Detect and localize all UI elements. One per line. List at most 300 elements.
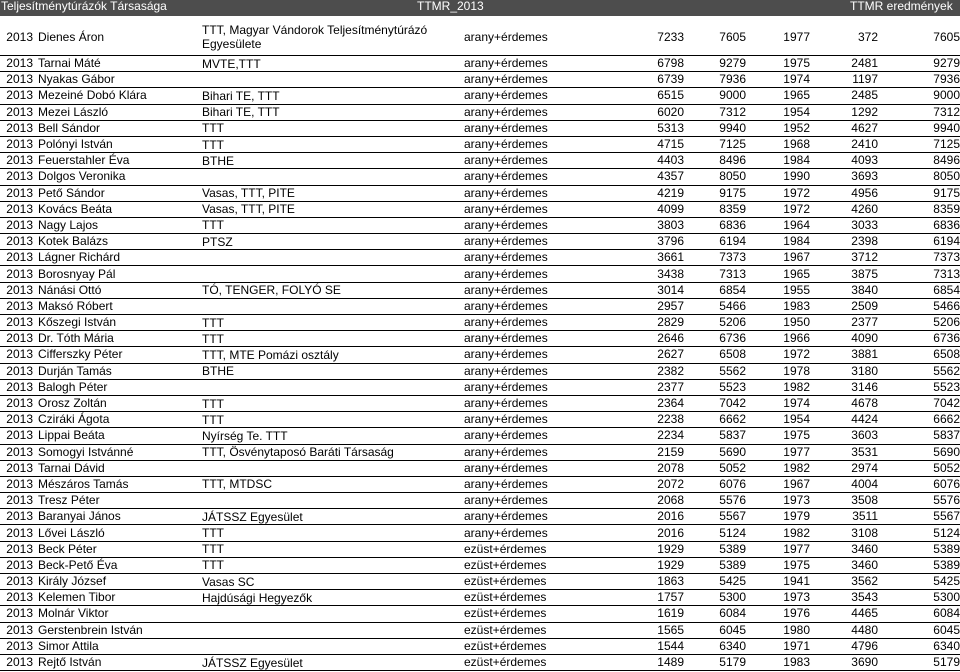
- name-cell: Kovács Beáta: [38, 201, 113, 216]
- birth-year-cell: 1967: [783, 250, 810, 265]
- birth-year-cell: 1974: [783, 72, 810, 87]
- award-cell: arany+érdemes: [464, 88, 548, 103]
- award-cell: arany+érdemes: [464, 525, 548, 540]
- value-a-cell: 4715: [657, 137, 684, 152]
- award-cell: arany+érdemes: [464, 476, 548, 491]
- value-b-cell: 7936: [719, 72, 746, 87]
- value-b-cell: 9279: [719, 56, 746, 71]
- table-row: [0, 217, 960, 233]
- value-a-cell: 2068: [657, 493, 684, 508]
- value-d-cell: 3180: [851, 363, 878, 378]
- value-b-cell: 8359: [719, 201, 746, 216]
- award-cell: ezüst+érdemes: [464, 574, 547, 589]
- club-cell: TTT: [202, 137, 224, 152]
- value-a-cell: 6739: [657, 72, 684, 87]
- header-organization: Teljesítménytúrázók Társasága: [1, 0, 167, 13]
- value-d-cell: 3881: [851, 347, 878, 362]
- value-a-cell: 4403: [657, 153, 684, 168]
- award-cell: arany+érdemes: [464, 331, 548, 346]
- name-cell: Borosnyay Pál: [38, 266, 116, 281]
- name-cell: Cziráki Ágota: [38, 412, 110, 427]
- birth-year-cell: 1979: [783, 509, 810, 524]
- table-row: [0, 525, 960, 541]
- award-cell: arany+érdemes: [464, 104, 548, 119]
- year-cell: 2013: [6, 120, 33, 135]
- name-cell: Lágner Richárd: [38, 250, 121, 265]
- table-row: [0, 412, 960, 428]
- year-cell: 2013: [6, 655, 33, 670]
- value-a-cell: 6020: [657, 104, 684, 119]
- value-e-cell: 7936: [933, 72, 960, 87]
- value-a-cell: 7233: [657, 29, 684, 44]
- club-cell: TTT: [202, 121, 224, 136]
- club-cell: TTT: [202, 526, 224, 541]
- year-cell: 2013: [6, 444, 33, 459]
- year-cell: 2013: [6, 104, 33, 119]
- value-b-cell: 5837: [719, 428, 746, 443]
- value-d-cell: 3712: [851, 250, 878, 265]
- club-cell: TTT, MTDSC: [202, 477, 272, 492]
- value-a-cell: 2238: [657, 412, 684, 427]
- value-a-cell: 1929: [657, 541, 684, 556]
- value-b-cell: 7312: [719, 104, 746, 119]
- value-e-cell: 6508: [933, 347, 960, 362]
- birth-year-cell: 1975: [783, 56, 810, 71]
- value-d-cell: 4004: [851, 476, 878, 491]
- value-e-cell: 9000: [933, 88, 960, 103]
- value-b-cell: 6076: [719, 476, 746, 491]
- table-row: [0, 444, 960, 460]
- birth-year-cell: 1973: [783, 590, 810, 605]
- value-d-cell: 2485: [851, 88, 878, 103]
- award-cell: arany+érdemes: [464, 347, 548, 362]
- value-b-cell: 9000: [719, 88, 746, 103]
- value-e-cell: 5567: [933, 509, 960, 524]
- name-cell: Dienes Áron: [38, 29, 105, 44]
- value-e-cell: 7313: [933, 266, 960, 281]
- year-cell: 2013: [6, 88, 33, 103]
- value-a-cell: 2016: [657, 525, 684, 540]
- table-row: [0, 169, 960, 185]
- birth-year-cell: 1982: [783, 525, 810, 540]
- value-b-cell: 6736: [719, 331, 746, 346]
- club-cell: Bihari TE, TTT: [202, 105, 280, 120]
- name-cell: Feuerstahler Éva: [38, 153, 130, 168]
- table-row: [0, 136, 960, 152]
- value-d-cell: 3693: [851, 169, 878, 184]
- year-cell: 2013: [6, 185, 33, 200]
- value-e-cell: 7605: [933, 29, 960, 44]
- table-row: [0, 347, 960, 363]
- value-a-cell: 4357: [657, 169, 684, 184]
- name-cell: Molnár Viktor: [38, 606, 109, 621]
- birth-year-cell: 1972: [783, 201, 810, 216]
- name-cell: Kőszegi István: [38, 315, 117, 330]
- year-cell: 2013: [6, 217, 33, 232]
- table-row: [0, 363, 960, 379]
- birth-year-cell: 1965: [783, 88, 810, 103]
- table-row: [0, 460, 960, 476]
- value-e-cell: 5837: [933, 428, 960, 443]
- value-e-cell: 8359: [933, 201, 960, 216]
- value-b-cell: 6854: [719, 282, 746, 297]
- year-cell: 2013: [6, 622, 33, 637]
- value-d-cell: 4796: [851, 638, 878, 653]
- club-cell: [202, 169, 464, 185]
- value-a-cell: 6798: [657, 56, 684, 71]
- year-cell: 2013: [6, 428, 33, 443]
- award-cell: arany+érdemes: [464, 72, 548, 87]
- value-b-cell: 6084: [719, 606, 746, 621]
- name-cell: Kelemen Tibor: [38, 590, 116, 605]
- value-e-cell: 6836: [933, 217, 960, 232]
- year-cell: 2013: [6, 298, 33, 313]
- club-cell: PTSZ: [202, 234, 233, 249]
- name-cell: Mezei László: [38, 104, 109, 119]
- value-d-cell: 4424: [851, 412, 878, 427]
- award-cell: ezüst+érdemes: [464, 622, 547, 637]
- name-cell: Pető Sándor: [38, 185, 105, 200]
- award-cell: arany+érdemes: [464, 201, 548, 216]
- value-d-cell: 4480: [851, 622, 878, 637]
- award-cell: arany+érdemes: [464, 509, 548, 524]
- birth-year-cell: 1980: [783, 622, 810, 637]
- value-d-cell: 3543: [851, 590, 878, 605]
- award-cell: arany+érdemes: [464, 428, 548, 443]
- name-cell: Somogyi Istvánné: [38, 444, 134, 459]
- club-cell: Bihari TE, TTT: [202, 88, 280, 103]
- table-row: [0, 428, 960, 444]
- value-a-cell: 2078: [657, 460, 684, 475]
- name-cell: Bell Sándor: [38, 120, 101, 135]
- club-cell: [202, 638, 464, 654]
- award-cell: ezüst+érdemes: [464, 541, 547, 556]
- value-e-cell: 6854: [933, 282, 960, 297]
- value-d-cell: 3875: [851, 266, 878, 281]
- year-cell: 2013: [6, 476, 33, 491]
- table-row: [0, 104, 960, 120]
- table-row: [0, 606, 960, 622]
- birth-year-cell: 1983: [783, 655, 810, 670]
- value-b-cell: 5690: [719, 444, 746, 459]
- value-b-cell: 5567: [719, 509, 746, 524]
- birth-year-cell: 1972: [783, 185, 810, 200]
- value-e-cell: 7373: [933, 250, 960, 265]
- club-cell: [202, 298, 464, 314]
- value-b-cell: 6836: [719, 217, 746, 232]
- value-e-cell: 5124: [933, 525, 960, 540]
- year-cell: 2013: [6, 557, 33, 572]
- table-row: [0, 19, 960, 56]
- value-a-cell: 2159: [657, 444, 684, 459]
- award-cell: ezüst+érdemes: [464, 638, 547, 653]
- header-document-title: TTMR_2013: [417, 0, 484, 13]
- value-e-cell: 5206: [933, 315, 960, 330]
- value-d-cell: 2377: [851, 315, 878, 330]
- value-d-cell: 2974: [851, 460, 878, 475]
- year-cell: 2013: [6, 169, 33, 184]
- value-a-cell: 3796: [657, 234, 684, 249]
- value-a-cell: 1489: [657, 655, 684, 670]
- value-e-cell: 7312: [933, 104, 960, 119]
- value-d-cell: 3146: [851, 379, 878, 394]
- value-b-cell: 5562: [719, 363, 746, 378]
- club-cell: TTT, MTE Pomázi osztály: [202, 347, 339, 362]
- table-row: [0, 250, 960, 266]
- award-cell: arany+érdemes: [464, 250, 548, 265]
- table-row: [0, 266, 960, 282]
- year-cell: 2013: [6, 590, 33, 605]
- year-cell: 2013: [6, 72, 33, 87]
- value-b-cell: 6045: [719, 622, 746, 637]
- table-row: [0, 315, 960, 331]
- year-cell: 2013: [6, 331, 33, 346]
- year-cell: 2013: [6, 396, 33, 411]
- club-cell: TTT: [202, 218, 224, 233]
- award-cell: arany+érdemes: [464, 379, 548, 394]
- value-e-cell: 5179: [933, 655, 960, 670]
- value-e-cell: 5052: [933, 460, 960, 475]
- value-e-cell: 7042: [933, 396, 960, 411]
- value-d-cell: 4090: [851, 331, 878, 346]
- value-b-cell: 6340: [719, 638, 746, 653]
- club-cell: Hajdúsági Hegyezők: [202, 590, 313, 605]
- value-a-cell: 3803: [657, 217, 684, 232]
- value-e-cell: 5389: [933, 557, 960, 572]
- birth-year-cell: 1967: [783, 476, 810, 491]
- value-e-cell: 6045: [933, 622, 960, 637]
- name-cell: Balogh Péter: [38, 379, 108, 394]
- value-b-cell: 5389: [719, 557, 746, 572]
- value-d-cell: 4678: [851, 396, 878, 411]
- year-cell: 2013: [6, 412, 33, 427]
- value-b-cell: 6194: [719, 234, 746, 249]
- club-cell: TTT: [202, 412, 224, 427]
- year-cell: 2013: [6, 266, 33, 281]
- birth-year-cell: 1990: [783, 169, 810, 184]
- award-cell: arany+érdemes: [464, 169, 548, 184]
- birth-year-cell: 1982: [783, 460, 810, 475]
- year-cell: 2013: [6, 347, 33, 362]
- table-row: [0, 88, 960, 104]
- birth-year-cell: 1977: [783, 29, 810, 44]
- value-e-cell: 5690: [933, 444, 960, 459]
- birth-year-cell: 1978: [783, 363, 810, 378]
- table-row: [0, 298, 960, 314]
- club-cell: [202, 493, 464, 509]
- year-cell: 2013: [6, 201, 33, 216]
- award-cell: arany+érdemes: [464, 266, 548, 281]
- award-cell: ezüst+érdemes: [464, 557, 547, 572]
- value-b-cell: 5300: [719, 590, 746, 605]
- name-cell: Nánási Ottó: [38, 282, 102, 297]
- table-row: [0, 590, 960, 606]
- value-d-cell: 3562: [851, 574, 878, 589]
- club-cell: BTHE: [202, 153, 235, 168]
- value-a-cell: 1863: [657, 574, 684, 589]
- value-d-cell: 3840: [851, 282, 878, 297]
- value-a-cell: 3438: [657, 266, 684, 281]
- value-e-cell: 6084: [933, 606, 960, 621]
- award-cell: arany+érdemes: [464, 493, 548, 508]
- name-cell: Beck Péter: [38, 541, 97, 556]
- club-cell: Nyírség Te. TTT: [202, 428, 288, 443]
- name-cell: Maksó Róbert: [38, 298, 113, 313]
- value-b-cell: 5576: [719, 493, 746, 508]
- birth-year-cell: 1977: [783, 541, 810, 556]
- club-cell: TTT: [202, 315, 224, 330]
- birth-year-cell: 1941: [783, 574, 810, 589]
- value-d-cell: 4465: [851, 606, 878, 621]
- value-a-cell: 1544: [657, 638, 684, 653]
- year-cell: 2013: [6, 525, 33, 540]
- value-e-cell: 5523: [933, 379, 960, 394]
- value-e-cell: 6076: [933, 476, 960, 491]
- value-e-cell: 7125: [933, 137, 960, 152]
- value-b-cell: 7313: [719, 266, 746, 281]
- birth-year-cell: 1974: [783, 396, 810, 411]
- award-cell: arany+érdemes: [464, 120, 548, 135]
- club-cell: [202, 72, 464, 88]
- value-a-cell: 2364: [657, 396, 684, 411]
- award-cell: arany+érdemes: [464, 153, 548, 168]
- table-row: [0, 622, 960, 638]
- value-a-cell: 2627: [657, 347, 684, 362]
- value-b-cell: 7042: [719, 396, 746, 411]
- award-cell: arany+érdemes: [464, 282, 548, 297]
- award-cell: ezüst+érdemes: [464, 590, 547, 605]
- name-cell: Király József: [38, 574, 107, 589]
- value-b-cell: 5466: [719, 298, 746, 313]
- table-row: [0, 638, 960, 654]
- year-cell: 2013: [6, 574, 33, 589]
- club-cell: JÁTSSZ Egyesület: [202, 509, 303, 524]
- year-cell: 2013: [6, 460, 33, 475]
- birth-year-cell: 1977: [783, 444, 810, 459]
- value-a-cell: 2829: [657, 315, 684, 330]
- club-cell: TTT: [202, 558, 224, 573]
- birth-year-cell: 1975: [783, 557, 810, 572]
- club-cell: TTT, Magyar Vándorok Teljesítménytúrázó Egyesülete: [202, 23, 428, 51]
- name-cell: Durján Tamás: [38, 363, 112, 378]
- name-cell: Mészáros Tamás: [38, 476, 129, 491]
- value-d-cell: 2481: [851, 56, 878, 71]
- value-b-cell: 5425: [719, 574, 746, 589]
- value-b-cell: 5206: [719, 315, 746, 330]
- year-cell: 2013: [6, 137, 33, 152]
- value-d-cell: 1197: [852, 72, 878, 87]
- year-cell: 2013: [6, 56, 33, 71]
- birth-year-cell: 1965: [783, 266, 810, 281]
- value-d-cell: 3531: [851, 444, 878, 459]
- name-cell: Tarnai Máté: [38, 56, 101, 71]
- value-e-cell: 5466: [933, 298, 960, 313]
- value-a-cell: 4099: [657, 201, 684, 216]
- value-b-cell: 6508: [719, 347, 746, 362]
- value-d-cell: 2410: [851, 137, 878, 152]
- award-cell: arany+érdemes: [464, 363, 548, 378]
- award-cell: arany+érdemes: [464, 298, 548, 313]
- value-b-cell: 7605: [719, 29, 746, 44]
- year-cell: 2013: [6, 606, 33, 621]
- year-cell: 2013: [6, 153, 33, 168]
- name-cell: Rejtő István: [38, 655, 102, 670]
- value-d-cell: 4956: [851, 185, 878, 200]
- name-cell: Cifferszky Péter: [38, 347, 123, 362]
- value-a-cell: 3661: [657, 250, 684, 265]
- birth-year-cell: 1984: [783, 234, 810, 249]
- birth-year-cell: 1950: [783, 315, 810, 330]
- birth-year-cell: 1984: [783, 153, 810, 168]
- value-d-cell: 4627: [851, 120, 878, 135]
- value-b-cell: 5179: [719, 655, 746, 670]
- table-row: [0, 654, 960, 670]
- value-a-cell: 1619: [657, 606, 684, 621]
- value-a-cell: 1757: [657, 590, 684, 605]
- name-cell: Polónyi István: [38, 137, 113, 152]
- club-cell: Vasas, TTT, PITE: [202, 202, 295, 217]
- birth-year-cell: 1982: [783, 379, 810, 394]
- year-cell: 2013: [6, 315, 33, 330]
- name-cell: Tarnai Dávid: [38, 460, 105, 475]
- club-cell: TTT: [202, 542, 224, 557]
- value-a-cell: 3014: [657, 282, 684, 297]
- club-cell: [202, 266, 464, 282]
- table-row: [0, 56, 960, 72]
- value-d-cell: 2509: [851, 298, 878, 313]
- club-cell: [202, 379, 464, 395]
- year-cell: 2013: [6, 234, 33, 249]
- value-a-cell: 5313: [657, 120, 684, 135]
- value-b-cell: 6662: [719, 412, 746, 427]
- value-a-cell: 2377: [657, 379, 684, 394]
- award-cell: arany+érdemes: [464, 137, 548, 152]
- award-cell: arany+érdemes: [464, 412, 548, 427]
- value-d-cell: 3108: [851, 525, 878, 540]
- table-row: [0, 185, 960, 201]
- value-d-cell: 1292: [851, 104, 878, 119]
- club-cell: [202, 250, 464, 266]
- name-cell: Orosz Zoltán: [38, 396, 107, 411]
- name-cell: Nyakas Gábor: [38, 72, 115, 87]
- table-row: [0, 379, 960, 395]
- birth-year-cell: 1976: [783, 606, 810, 621]
- award-cell: arany+érdemes: [464, 29, 548, 44]
- birth-year-cell: 1954: [783, 104, 810, 119]
- birth-year-cell: 1954: [783, 412, 810, 427]
- value-d-cell: 3508: [851, 493, 878, 508]
- value-b-cell: 9940: [719, 120, 746, 135]
- table-row: [0, 557, 960, 573]
- table-row: [0, 395, 960, 411]
- value-d-cell: 3460: [851, 557, 878, 572]
- table-row: [0, 541, 960, 557]
- award-cell: arany+érdemes: [464, 444, 548, 459]
- value-e-cell: 6736: [933, 331, 960, 346]
- value-e-cell: 6662: [933, 412, 960, 427]
- table-row: [0, 282, 960, 298]
- table-row: [0, 331, 960, 347]
- club-cell: [202, 606, 464, 622]
- birth-year-cell: 1971: [783, 638, 810, 653]
- year-cell: 2013: [6, 250, 33, 265]
- club-cell: [202, 622, 464, 638]
- value-e-cell: 6194: [933, 234, 960, 249]
- table-row: [0, 201, 960, 217]
- award-cell: arany+érdemes: [464, 217, 548, 232]
- page-header: [0, 0, 960, 16]
- club-cell: TÓ, TENGER, FOLYÓ SE: [202, 283, 341, 298]
